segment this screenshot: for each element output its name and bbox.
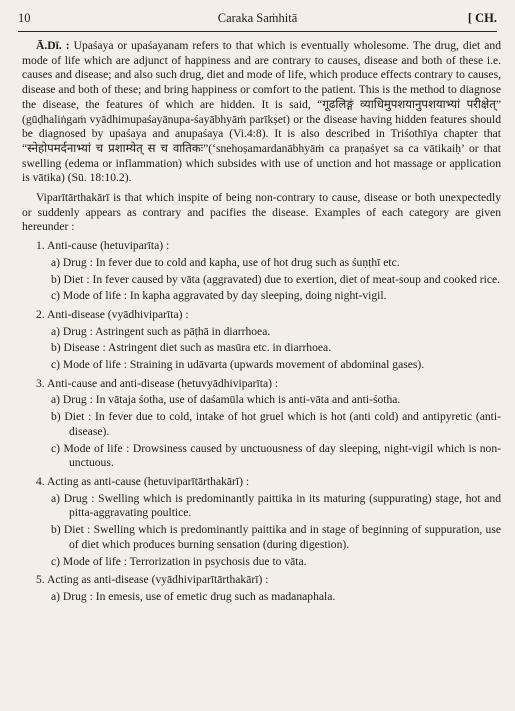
list-item-1a: a) Drug : In fever due to cold and kapha, use of hot drug such as śuṇṭhī etc. bbox=[51, 255, 400, 269]
list-heading-4: 4. Acting as anti-cause (hetuviparītārthakārī) : bbox=[36, 474, 250, 488]
commentary-label: Ā.Dī. : bbox=[36, 39, 70, 52]
list-item-3a: a) Drug : In vātaja śotha, use of daśamūla which is anti-vāta and anti-śotha. bbox=[51, 393, 401, 407]
page-body bbox=[22, 39, 501, 605]
list-item-4c: c) Mode of life : Terrorization in psychosis due to vāta. bbox=[51, 554, 307, 568]
list-item-3c: c) Mode of life : Drowsiness caused by unctuousness of day sleeping, night-vigil which is non-unctuous. bbox=[51, 441, 501, 470]
list-item-2b: b) Disease : Astringent diet such as masūra etc. in diarrhoea. bbox=[51, 341, 332, 355]
running-header bbox=[18, 11, 497, 27]
list-heading-1: 1. Anti-cause (hetuviparīta) : bbox=[36, 239, 170, 253]
list-item-1c: c) Mode of life : In kapha aggravated by day sleeping, doing night-vigil. bbox=[51, 289, 387, 303]
list-item-4a: a) Drug : Swelling which is predominantly paittika in its maturing (suppurating) stage, hot and pitta-aggravating poultice. bbox=[51, 491, 501, 520]
list-item-4b: b) Diet : Swelling which is predominantly paittika and in stage of beginning of suppuration, use of diet which produces burning sensation (during digestion). bbox=[51, 523, 501, 551]
paragraph-adi-text: Upaśaya or upaśayanam refers to that which is eventually wholesome. The drug, diet and mode of life which are adjunct of happiness and are contrary to causes, disease and both of these i.e. causes and disease; and also such drug, diet and mode of life, which produce effects contrary to causes, disease and both of these; and bring happiness or comfort to the patient. This is the method to diagnose the disease, the features of which are hidden. It is said, “गूढलिङ्गं व्याधिमुपशयानुपशयाभ्यां परीक्षेत्” (gūḍhaliṅgaṁ vyādhimupaśayānupa-śayābhyāṁ parīkṣet) or the disease having hidden features should be diagnosed by upaśaya and anupaśaya (Vi.4:8). It is also described in Triśothīya chapter that “स्नेहोपमर्दनाभ्यां च प्रशाम्येत् स च वातिकः”(‘snehoṣamardanābhyāṁ ca praṇaśyet sa ca vātikaiḥ’ or that swelling (edema or inflammation) which subsides with use of unction and hot massage or application is vātika) (Sū. 18:10.2). bbox=[22, 39, 501, 185]
list-item-1b: b) Diet : In fever caused by vāta (aggravated) due to exertion, diet of meat-soup and cooked rice. bbox=[51, 272, 501, 286]
book-title: Caraka Saṁhitā bbox=[217, 11, 298, 25]
list-heading-2: 2. Anti-disease (vyādhiviparīta) : bbox=[36, 307, 189, 321]
page-number: 10 bbox=[18, 11, 31, 25]
list-item-5a: a) Drug : In emesis, use of emetic drug such as madanaphala. bbox=[51, 589, 336, 603]
list-item-3b: b) Diet : In fever due to cold, intake of hot gruel which is hot (anti cold) and antipyretic (anti-disease). bbox=[51, 410, 501, 438]
list-heading-5: 5. Acting as anti-disease (vyādhiviparītārthakārī) : bbox=[36, 573, 269, 587]
list-heading-3: 3. Anti-cause and anti-disease (hetuvyādhiviparīta) : bbox=[36, 376, 279, 390]
list-item-2a: a) Drug : Astringent such as pāṭhā in diarrhoea. bbox=[51, 324, 271, 338]
list-item-2c: c) Mode of life : Straining in udāvarta (upwards movement of abdominal gases). bbox=[51, 358, 425, 372]
header-rule bbox=[18, 31, 497, 32]
paragraph-adi bbox=[22, 39, 501, 186]
chapter-mark: [ CH. bbox=[467, 11, 497, 25]
paragraph-viparitarthakari: Viparītārthakārī is that which inspite of being non-contrary to cause, disease or both unexpectedly or suddenly appears as contrary and pacifies the disease. Examples of each category are given hereunder : bbox=[22, 191, 501, 234]
